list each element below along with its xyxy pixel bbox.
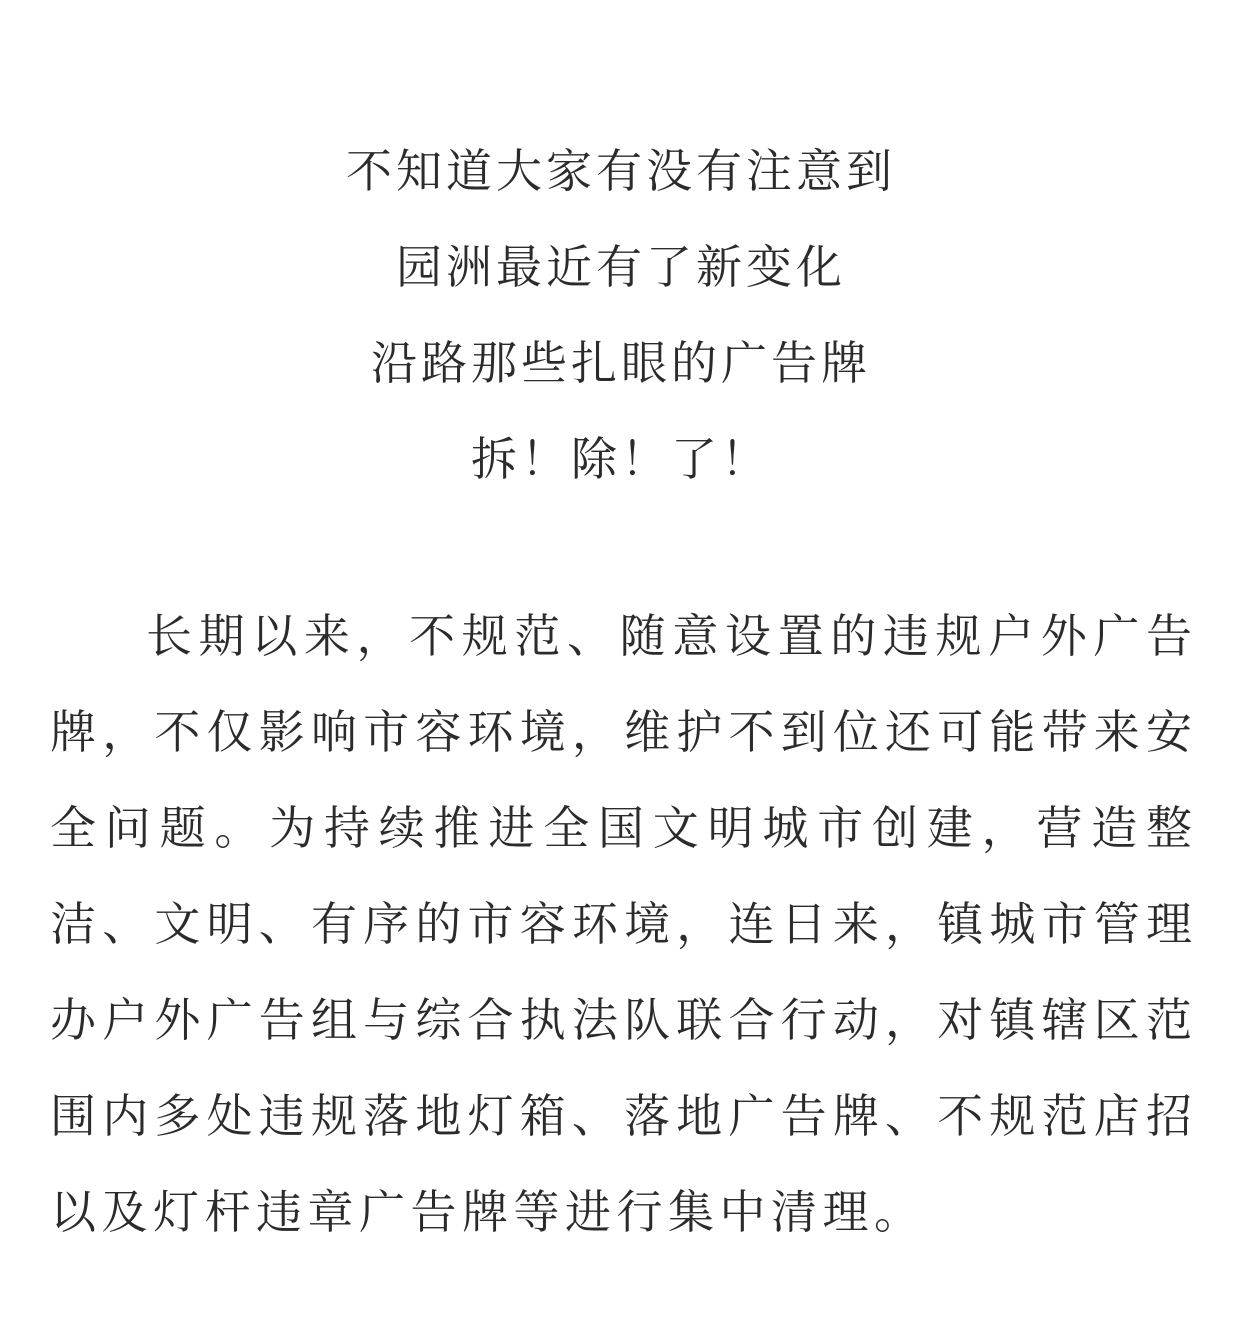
paragraph-line: 全问题。为持续推进全国文明城市创建，营造整 [50,801,1192,855]
paragraph-line: 洁、文明、有序的市容环境，连日来，镇城市管理 [50,897,1192,951]
intro-block [0,123,1242,507]
paragraph-line: 以及灯杆违章广告牌等进行集中清理。 [50,1185,926,1239]
intro-line: 不知道大家有没有注意到 [346,144,896,198]
paragraph-line: 办户外广告组与综合执法队联合行动，对镇辖区范 [50,993,1192,1047]
paragraph-line: 牌，不仅影响市容环境，维护不到位还可能带来安 [50,705,1192,759]
intro-line: 园洲最近有了新变化 [396,240,846,294]
paragraph-line: 长期以来，不规范、随意设置的违规户外广告 [146,609,1192,663]
intro-line: 沿路那些扎眼的广告牌 [371,336,871,390]
intro-line: 拆！除！了！ [471,432,771,486]
body-paragraph [50,588,1192,1260]
paragraph-line: 围内多处违规落地灯箱、落地广告牌、不规范店招 [50,1089,1192,1143]
